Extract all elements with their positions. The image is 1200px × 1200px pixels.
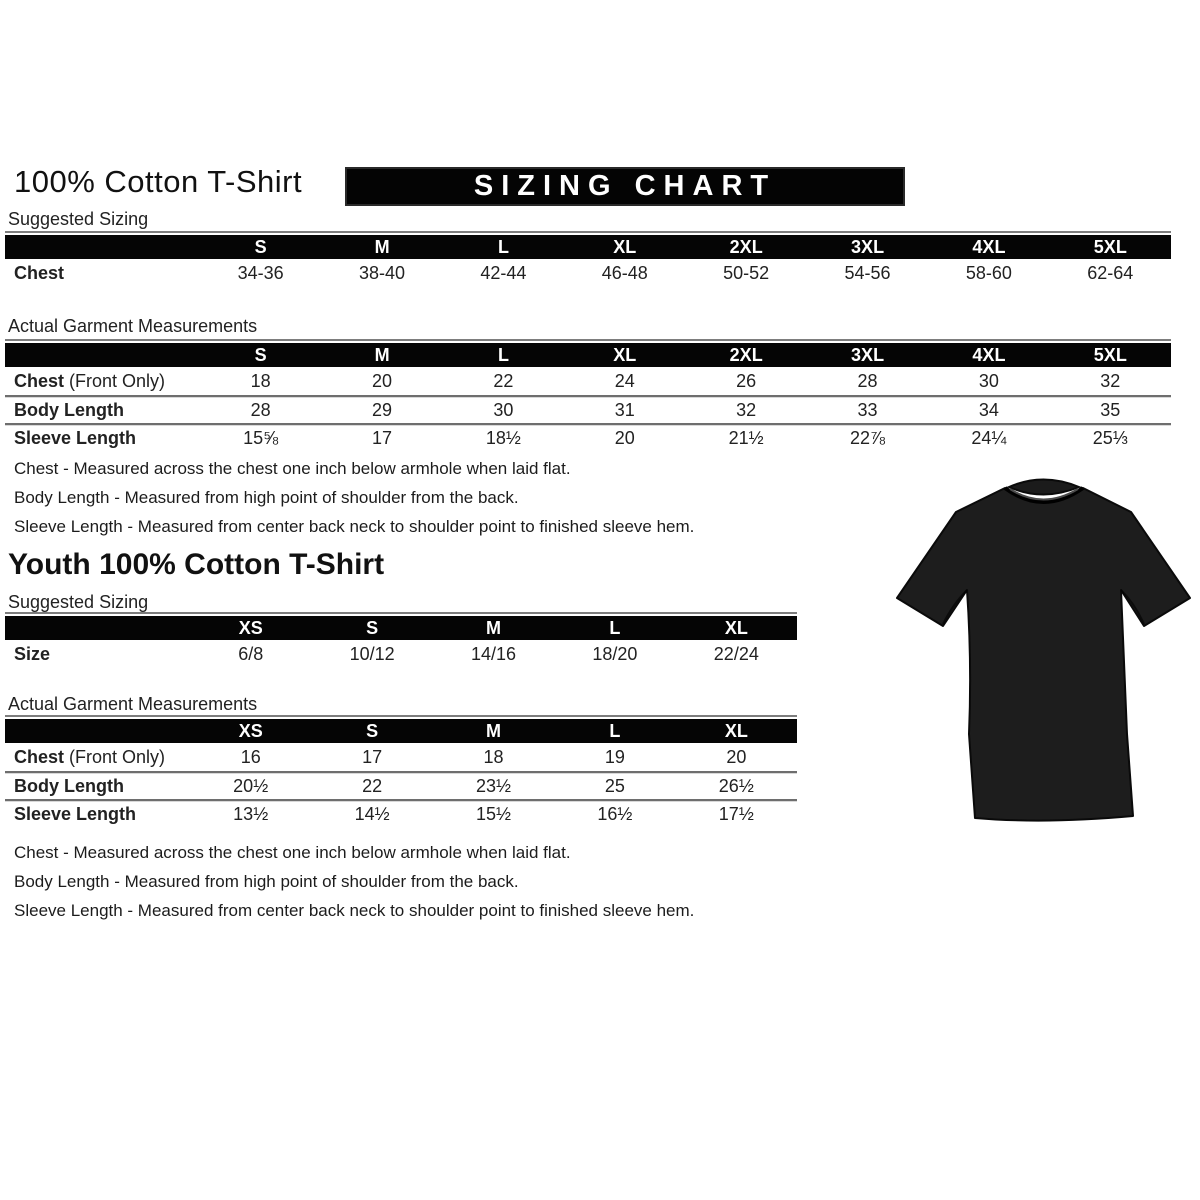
size-value-cell: 33 <box>857 399 878 420</box>
size-column-header: 3XL <box>851 236 885 257</box>
size-column-header: L <box>609 617 621 638</box>
size-value-cell: 30 <box>493 399 514 420</box>
section-label-youth-suggested: Suggested Sizing <box>8 592 149 612</box>
size-value-cell: 17½ <box>718 803 754 824</box>
size-value-cell: 17 <box>372 427 393 448</box>
size-value-cell: 34-36 <box>237 262 284 283</box>
size-column-header: 3XL <box>851 344 885 365</box>
note-line-body-length: Body Length - Measured from high point of shoulder from the back. <box>14 488 519 507</box>
size-column-header: L <box>609 720 621 741</box>
size-value-cell: 20 <box>614 427 635 448</box>
size-value-cell: 50-52 <box>723 262 770 283</box>
row-label-text: Size <box>14 643 51 664</box>
size-value-cell: 32 <box>1100 370 1121 391</box>
size-column-header: L <box>497 344 509 365</box>
section-label-adult-measurements: Actual Garment Measurements <box>8 316 258 336</box>
note-line-sleeve-length: Sleeve Length - Measured from center back neck to shoulder point to finished sleeve hem. <box>14 517 695 536</box>
size-value-cell: 34 <box>978 399 999 420</box>
size-value-cell: 16½ <box>597 803 633 824</box>
size-value-cell: 22 <box>362 775 383 796</box>
table-row <box>5 423 1171 451</box>
row-label-suffix: (Front Only) <box>64 746 166 767</box>
size-column-header: S <box>366 720 379 741</box>
size-column-header: XL <box>724 617 748 638</box>
size-column-header: XL <box>613 236 637 257</box>
size-column-header: XS <box>238 720 263 741</box>
section-label-youth-measurements: Actual Garment Measurements <box>8 694 258 714</box>
size-value-cell: 25⅓ <box>1092 427 1128 448</box>
size-value-cell: 13½ <box>233 803 269 824</box>
size-value-cell: 22/24 <box>713 643 759 664</box>
section-label-adult-suggested: Suggested Sizing <box>8 209 149 229</box>
note-line-chest: Chest - Measured across the chest one inch below armhole when laid flat. <box>14 459 571 478</box>
size-value-cell: 17 <box>362 746 383 767</box>
size-value-cell: 14/16 <box>470 643 517 664</box>
adult-garment-measurements-table <box>5 339 1171 451</box>
row-label <box>5 400 200 421</box>
table-row <box>5 743 797 771</box>
row-label-text: Body Length <box>14 399 124 420</box>
size-value-cell: 19 <box>604 746 625 767</box>
table-header-row <box>5 719 797 743</box>
size-value-cell: 30 <box>978 370 999 391</box>
size-column-header: S <box>254 344 267 365</box>
table-row <box>5 799 797 827</box>
size-value-cell: 15⅝ <box>243 427 279 448</box>
row-label <box>5 804 190 825</box>
size-column-header: XL <box>724 720 748 741</box>
size-value-cell: 20 <box>372 370 393 391</box>
size-column-header: L <box>497 236 509 257</box>
note-line-body-length: Body Length - Measured from high point of shoulder from the back. <box>14 872 519 891</box>
row-label <box>5 428 200 449</box>
size-value-cell: 25 <box>604 775 625 796</box>
size-column-header: 5XL <box>1093 236 1127 257</box>
size-value-cell: 28 <box>857 370 878 391</box>
size-value-cell: 26½ <box>718 775 754 796</box>
table-row <box>5 640 797 668</box>
row-label-text: Sleeve Length <box>14 427 137 448</box>
size-column-header: 4XL <box>972 236 1006 257</box>
size-value-cell: 6/8 <box>238 643 264 664</box>
size-value-cell: 18 <box>483 746 504 767</box>
table-header-row <box>5 235 1171 259</box>
size-value-cell: 15½ <box>475 803 512 824</box>
youth-suggested-sizing-table <box>5 612 797 668</box>
size-value-cell: 20½ <box>233 775 269 796</box>
size-value-cell: 20 <box>726 746 747 767</box>
size-column-header: XL <box>613 344 637 365</box>
size-value-cell: 28 <box>250 399 271 420</box>
youth-measurement-notes <box>14 844 694 931</box>
size-value-cell: 32 <box>736 399 757 420</box>
size-column-header: M <box>486 720 502 741</box>
row-label <box>5 747 190 768</box>
page-title: 100% Cotton T-Shirt <box>14 164 303 199</box>
size-value-cell: 35 <box>1100 399 1121 420</box>
size-value-cell: 22 <box>493 370 514 391</box>
note-line-sleeve-length: Sleeve Length - Measured from center back neck to shoulder point to finished sleeve hem. <box>14 901 695 920</box>
row-label <box>5 263 200 284</box>
size-column-header: XS <box>238 617 263 638</box>
adult-suggested-sizing-table <box>5 231 1171 287</box>
size-value-cell: 38-40 <box>359 262 406 283</box>
table-row <box>5 259 1171 287</box>
youth-garment-measurements-table <box>5 715 797 827</box>
size-value-cell: 24¼ <box>971 427 1007 448</box>
size-value-cell: 42-44 <box>480 262 527 283</box>
size-value-cell: 29 <box>372 399 393 420</box>
tshirt-body <box>897 488 1190 821</box>
youth-section-title: Youth 100% Cotton T-Shirt <box>8 548 385 581</box>
size-column-header: 2XL <box>729 236 763 257</box>
size-column-header: S <box>254 236 267 257</box>
size-value-cell: 62-64 <box>1087 262 1134 283</box>
size-column-header: 5XL <box>1093 344 1127 365</box>
size-value-cell: 46-48 <box>601 262 648 283</box>
sizing-chart-banner-text: SIZING CHART <box>473 170 777 202</box>
size-value-cell: 10/12 <box>349 643 395 664</box>
size-column-header: 4XL <box>972 344 1006 365</box>
size-value-cell: 14½ <box>354 803 390 824</box>
size-column-header: 2XL <box>729 344 763 365</box>
row-label <box>5 371 200 392</box>
table-header-row <box>5 343 1171 367</box>
size-column-header: M <box>374 344 390 365</box>
row-label <box>5 776 190 797</box>
row-label-suffix: (Front Only) <box>64 370 166 391</box>
size-value-cell: 23½ <box>475 775 512 796</box>
row-label-text: Chest <box>14 746 65 767</box>
table-row <box>5 395 1171 423</box>
size-value-cell: 54-56 <box>844 262 891 283</box>
size-value-cell: 16 <box>240 746 261 767</box>
adult-measurement-notes <box>14 460 694 547</box>
size-value-cell: 58-60 <box>965 262 1012 283</box>
tshirt-back-collar <box>1009 480 1079 495</box>
row-label-text: Sleeve Length <box>14 803 137 824</box>
size-column-header: M <box>374 236 390 257</box>
tshirt-image <box>893 472 1195 834</box>
size-column-header: S <box>366 617 379 638</box>
sizing-chart-banner <box>345 167 905 206</box>
size-column-header: M <box>486 617 502 638</box>
size-value-cell: 26 <box>736 370 757 391</box>
table-header-row <box>5 616 797 640</box>
table-row <box>5 771 797 799</box>
row-label-text: Chest <box>14 370 65 391</box>
table-row <box>5 367 1171 395</box>
note-line-chest: Chest - Measured across the chest one inch below armhole when laid flat. <box>14 843 571 862</box>
size-value-cell: 18 <box>250 370 271 391</box>
row-label-text: Body Length <box>14 775 124 796</box>
row-label-text: Chest <box>14 262 65 283</box>
row-label <box>5 644 190 665</box>
size-value-cell: 22⅞ <box>850 427 886 448</box>
size-value-cell: 18/20 <box>592 643 638 664</box>
size-value-cell: 24 <box>614 370 635 391</box>
size-value-cell: 18½ <box>485 427 521 448</box>
size-value-cell: 31 <box>614 399 635 420</box>
size-value-cell: 21½ <box>728 427 764 448</box>
